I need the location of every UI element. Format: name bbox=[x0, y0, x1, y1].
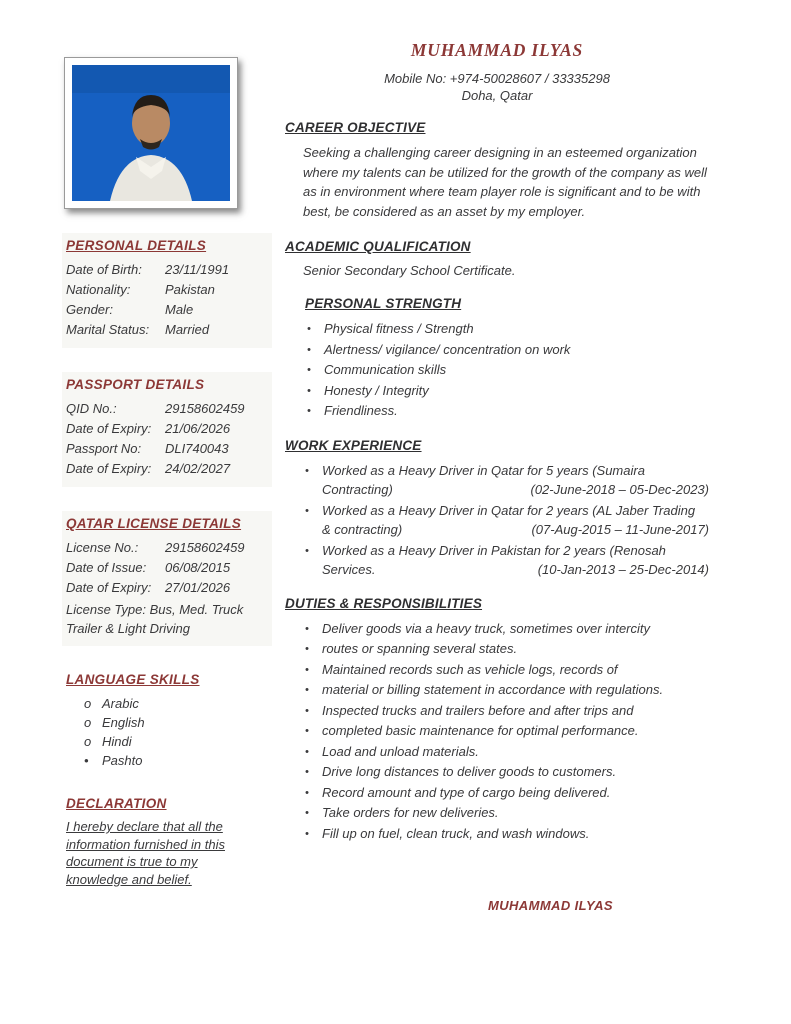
personal-strength-list bbox=[307, 319, 709, 422]
detail-value: 24/02/2027 bbox=[165, 461, 231, 476]
detail-value: 27/01/2026 bbox=[165, 580, 231, 595]
language-skills-section bbox=[62, 672, 272, 770]
language-item bbox=[66, 713, 272, 732]
list-item bbox=[305, 639, 709, 660]
detail-row bbox=[66, 578, 266, 598]
list-item bbox=[305, 660, 709, 681]
work-experience-title: WORK EXPERIENCE bbox=[285, 437, 422, 453]
strength-text: Alertness/ vigilance/ concentration on work bbox=[324, 341, 571, 357]
detail-value: DLI740043 bbox=[165, 441, 229, 456]
language-label: Pashto bbox=[102, 753, 143, 768]
list-item bbox=[307, 340, 709, 361]
detail-row bbox=[66, 280, 266, 300]
language-item bbox=[66, 751, 272, 770]
location-text: Doha, Qatar bbox=[461, 88, 533, 103]
detail-value: 23/11/1991 bbox=[165, 262, 230, 277]
strength-text: Friendliness. bbox=[324, 403, 398, 418]
strength-text: Honesty / Integrity bbox=[324, 382, 429, 398]
work-experience-item bbox=[305, 501, 709, 540]
list-item bbox=[305, 742, 709, 763]
detail-row bbox=[66, 419, 266, 439]
duty-text: Fill up on fuel, clean truck, and wash windows. bbox=[322, 825, 590, 841]
profile-photo-illustration bbox=[72, 65, 230, 201]
list-item bbox=[305, 824, 709, 845]
duty-text: routes or spanning several states. bbox=[322, 641, 518, 656]
work-dates: (10-Jan-2013 – 25-Dec-2014) bbox=[537, 562, 709, 577]
bullet-icon: • bbox=[307, 405, 311, 417]
strength-text: Physical fitness / Strength bbox=[324, 321, 474, 336]
detail-value: 29158602459 bbox=[165, 540, 245, 555]
detail-row bbox=[66, 439, 266, 459]
list-item bbox=[307, 319, 709, 340]
candidate-name: MUHAMMAD ILYAS bbox=[410, 40, 584, 60]
detail-row bbox=[66, 300, 266, 320]
list-item bbox=[305, 783, 709, 804]
duty-text: Deliver goods via a heavy truck, sometimes over intercity bbox=[322, 620, 651, 636]
detail-label: Date of Expiry: bbox=[66, 580, 152, 595]
bullet-icon: • bbox=[305, 786, 309, 799]
list-item bbox=[307, 381, 709, 402]
personal-details-section bbox=[62, 233, 272, 348]
list-item bbox=[305, 619, 709, 640]
declaration-section bbox=[62, 796, 272, 888]
language-label: Hindi bbox=[102, 734, 132, 749]
detail-row bbox=[66, 538, 266, 558]
list-item bbox=[305, 721, 709, 742]
work-line2-text: Contracting) bbox=[322, 482, 393, 497]
list-item bbox=[305, 762, 709, 783]
work-experience-body bbox=[322, 461, 709, 500]
work-line2 bbox=[322, 480, 709, 500]
personal-strength-title: PERSONAL STRENGTH bbox=[305, 296, 462, 311]
detail-label: Gender: bbox=[66, 302, 113, 317]
declaration-text: I hereby declare that all the information furnished in this document is true to my knowledge and belief. bbox=[66, 819, 225, 887]
duties-list bbox=[305, 619, 709, 845]
work-experience-body bbox=[322, 541, 709, 580]
language-label: Arabic bbox=[102, 696, 139, 711]
bullet-icon: • bbox=[305, 504, 309, 517]
bullet-icon: • bbox=[305, 766, 309, 778]
passport-details-section bbox=[62, 372, 272, 487]
duty-text: Maintained records such as vehicle logs, records of bbox=[322, 661, 618, 677]
bullet-icon: • bbox=[305, 725, 309, 737]
work-experience-item bbox=[305, 541, 709, 580]
work-line2 bbox=[322, 560, 709, 580]
duty-text: Record amount and type of cargo being delivered. bbox=[322, 784, 611, 800]
detail-value: Male bbox=[165, 302, 194, 317]
detail-row bbox=[66, 399, 266, 419]
detail-label: Date of Expiry: bbox=[66, 461, 152, 476]
duty-text: material or billing statement in accordance with regulations. bbox=[322, 682, 664, 697]
left-column bbox=[62, 57, 272, 888]
bullet-icon: • bbox=[305, 684, 309, 696]
list-item bbox=[305, 701, 709, 722]
work-line1: Worked as a Heavy Driver in Pakistan for 2 years (Renosah bbox=[322, 542, 666, 558]
academic-qualification-text: Senior Secondary School Certificate. bbox=[303, 263, 516, 278]
duty-text: completed basic maintenance for optimal performance. bbox=[322, 723, 639, 738]
detail-value: Married bbox=[165, 322, 210, 337]
list-item bbox=[307, 360, 709, 381]
mobile-number: Mobile No: +974-50028607 / 33335298 bbox=[384, 71, 610, 86]
work-experience-list bbox=[305, 461, 709, 580]
work-experience-item bbox=[305, 461, 709, 500]
list-marker: o bbox=[84, 715, 92, 730]
detail-value: 06/08/2015 bbox=[165, 560, 231, 575]
language-label: English bbox=[102, 715, 145, 730]
bullet-icon: • bbox=[307, 384, 311, 397]
bullet-icon: • bbox=[305, 704, 309, 717]
bullet-icon: • bbox=[307, 323, 311, 335]
signature-name: MUHAMMAD ILYAS bbox=[488, 898, 613, 913]
strength-text: Communication skills bbox=[324, 362, 447, 377]
duty-text: Load and unload materials. bbox=[322, 743, 479, 759]
detail-row bbox=[66, 459, 266, 479]
duty-text: Inspected trucks and trailers before and after trips and bbox=[322, 702, 634, 718]
personal-details-title: PERSONAL DETAILS bbox=[66, 238, 207, 253]
bullet-icon: • bbox=[305, 643, 309, 655]
right-column bbox=[285, 40, 709, 844]
declaration-title: DECLARATION bbox=[66, 796, 167, 811]
bullet-icon: • bbox=[305, 464, 309, 477]
detail-row bbox=[66, 260, 266, 280]
bullet-icon: • bbox=[305, 807, 309, 819]
work-line2-text: & contracting) bbox=[322, 522, 403, 537]
bullet-icon: • bbox=[307, 364, 311, 376]
work-line1: Worked as a Heavy Driver in Qatar for 5 years (Sumaira bbox=[322, 462, 645, 478]
detail-label: QID No.: bbox=[66, 401, 117, 416]
passport-details-title: PASSPORT DETAILS bbox=[66, 377, 205, 392]
detail-label: Passport No: bbox=[66, 441, 142, 456]
profile-photo bbox=[64, 57, 238, 209]
work-dates: (02-June-2018 – 05-Dec-2023) bbox=[530, 482, 709, 497]
qatar-license-title: QATAR LICENSE DETAILS bbox=[66, 516, 242, 531]
detail-label: Marital Status: bbox=[66, 322, 150, 337]
work-experience-body bbox=[322, 501, 709, 540]
language-skills-title: LANGUAGE SKILLS bbox=[66, 672, 200, 687]
work-line2 bbox=[322, 520, 709, 540]
work-dates: (07-Aug-2015 – 11-June-2017) bbox=[531, 522, 709, 537]
career-objective-title: CAREER OBJECTIVE bbox=[285, 120, 426, 135]
qatar-license-section bbox=[62, 511, 272, 646]
resume-header bbox=[285, 40, 709, 104]
bullet-icon: • bbox=[305, 544, 309, 557]
duty-text: Take orders for new deliveries. bbox=[322, 805, 499, 820]
work-line1: Worked as a Heavy Driver in Qatar for 2 years (AL Jaber Trading bbox=[322, 502, 696, 518]
detail-label: Date of Issue: bbox=[66, 560, 147, 575]
bullet-icon: • bbox=[305, 622, 309, 635]
detail-label: Date of Expiry: bbox=[66, 421, 152, 436]
detail-label: Date of Birth: bbox=[66, 262, 142, 277]
career-objective-text: Seeking a challenging career designing in an esteemed organization where my talents can be utilized for the growth of the company as well as in environment where team player role is significant and to be with best, be considered as an asset by my employer. bbox=[303, 145, 707, 219]
list-item bbox=[305, 680, 709, 701]
detail-value: 21/06/2026 bbox=[165, 421, 231, 436]
duty-text: Drive long distances to deliver goods to customers. bbox=[322, 764, 617, 779]
bullet-icon: • bbox=[305, 827, 309, 840]
language-item bbox=[66, 694, 272, 713]
detail-value: 29158602459 bbox=[165, 401, 245, 416]
bullet-icon: • bbox=[305, 745, 309, 758]
list-item bbox=[307, 401, 709, 422]
work-line2-text: Services. bbox=[322, 562, 376, 577]
license-type-text: License Type: Bus, Med. Truck Trailer & Light Driving bbox=[66, 602, 244, 636]
detail-value: Pakistan bbox=[165, 282, 215, 297]
list-marker: o bbox=[84, 734, 92, 749]
academic-qualification-title: ACADEMIC QUALIFICATION bbox=[285, 239, 471, 254]
language-item bbox=[66, 732, 272, 751]
bullet-icon: • bbox=[307, 343, 311, 356]
detail-row bbox=[66, 320, 266, 340]
list-marker: o bbox=[84, 696, 92, 711]
detail-label: License No.: bbox=[66, 540, 139, 555]
list-item bbox=[305, 803, 709, 824]
detail-row bbox=[66, 558, 266, 578]
bullet-icon: • bbox=[305, 663, 309, 676]
personal-strength-section bbox=[305, 296, 709, 422]
detail-label: Nationality: bbox=[66, 282, 131, 297]
list-marker: • bbox=[84, 753, 89, 768]
duties-title: DUTIES & RESPONSIBILITIES bbox=[285, 595, 483, 611]
